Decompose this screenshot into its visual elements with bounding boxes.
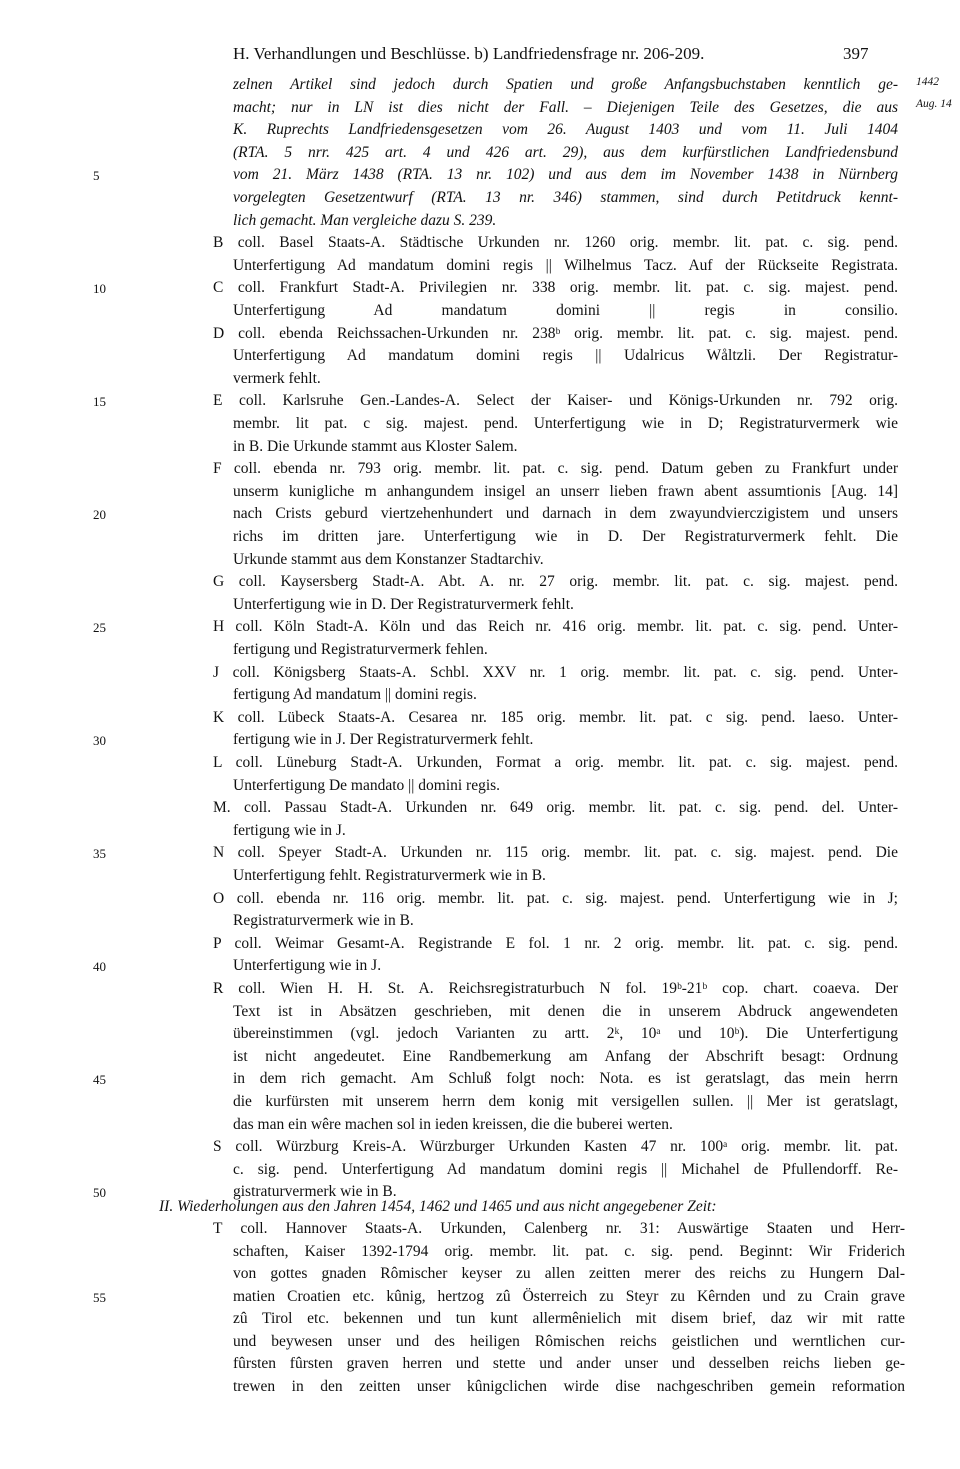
text-line: N coll. Speyer Stadt-A. Urkunden nr. 115 orig. membr. lit. pat. c. sig. majest. pend. Die <box>213 844 898 862</box>
text-line: fertigung und Registraturvermerk fehlen. <box>233 641 488 658</box>
text-line: K coll. Lübeck Staats-A. Cesarea nr. 185 orig. membr. lit. pat. c sig. pend. laeso. Unter- <box>213 708 898 726</box>
text-line: F coll. ebenda nr. 793 orig. membr. lit. pat. c. sig. pend. Datum geben zu Frankfurt under <box>213 460 898 478</box>
line-number: 15 <box>93 394 106 410</box>
text-line: fertigung wie in J. Der Registraturvermerk fehlt. <box>233 731 534 749</box>
text-line: Unterfertigung fehlt. Registraturvermerk wie in B. <box>233 867 546 884</box>
text-line: in dem rich gemacht. Am Schluß folgt noch: Nota. es ist geratslagt, das mein herrn <box>233 1070 898 1088</box>
text-line: P coll. Weimar Gesamt-A. Registrande E fol. 1 nr. 2 orig. membr. lit. pat. c. sig. pend. <box>213 934 898 952</box>
text-line: vom 21. März 1438 (RTA. 13 nr. 102) und aus dem im November 1438 in Nürnberg <box>233 166 898 184</box>
text-line: von gottes gnaden Rômischer keyser zu allen zeitten merer des reichs zu Hungern Dal- <box>233 1265 905 1283</box>
text-line: und beywesen unser und des heiligen Rômischen reichs geistlichen und werntlichen cur- <box>233 1332 905 1350</box>
text-line: gistraturvermerk wie in B. <box>233 1183 397 1201</box>
text-line: Unterfertigung Ad mandatum domini regis || Udalricus Wåltzli. Der Registratur- <box>233 347 898 365</box>
text-line: die kurfürsten mit unserem herrn dem konig mit versigellen sullen. || Mer ist geratslagt, <box>233 1093 898 1110</box>
text-line: M. coll. Passau Stadt-A. Urkunden nr. 649 orig. membr. lit. pat. c. sig. pend. del. Unter- <box>213 799 898 817</box>
line-number: 45 <box>93 1072 106 1088</box>
text-line: J coll. Königsberg Staats-A. Schbl. XXV nr. 1 orig. membr. lit. pat. c. sig. pend. Unter- <box>213 663 898 681</box>
text-line: Urkunde stammt aus dem Konstanzer Stadtarchiv. <box>233 550 544 568</box>
line-number: 20 <box>93 507 106 523</box>
text-line: G coll. Kaysersberg Stadt-A. Abt. A. nr. 27 orig. membr. lit. pat. c. sig. majest. pend. <box>213 573 898 591</box>
text-line: Unterfertigung wie in D. Der Registraturvermerk fehlt. <box>233 595 574 613</box>
text-line: B coll. Basel Staats-A. Städtische Urkunden nr. 1260 orig. membr. lit. pat. c. sig. pend. <box>213 234 898 252</box>
text-line: lich gemacht. Man vergleiche dazu S. 239. <box>233 211 497 229</box>
text-line: Unterfertigung Ad mandatum domini regis || Wilhelmus Tacz. Auf der Rückseite Registrata. <box>233 256 898 274</box>
text-line: trewen in den zeitten unser kûnigclichen wirde dise nachgeschriben gemein reformation <box>233 1377 905 1395</box>
text-line: T coll. Hannover Staats-A. Urkunden, Calenberg nr. 31: Auswärtige Staaten und Herr- <box>213 1220 905 1238</box>
text-line: matien Croatien etc. kûnig, hertzog zû Österreich zu Steyr zu Kêrnden und zu Crain grave <box>233 1287 905 1305</box>
text-line: schaften, Kaiser 1392-1794 orig. membr. lit. pat. c. sig. pend. Beginnt: Wir Friderich <box>233 1242 905 1260</box>
text-line: zû Tirol etc. bekennen und tun kunt allermênielich mit disem brief, daz wir mit ratte <box>233 1310 905 1328</box>
text-line: in B. Die Urkunde stammt aus Kloster Salem. <box>233 437 518 455</box>
text-line: Text ist in Absätzen geschrieben, mit denen die in unserem Abdruck angewendeten <box>233 1002 898 1020</box>
text-line: vorgelegten Gesetzentwurf (RTA. 13 nr. 346) stammen, sind durch Petitdruck kennt- <box>233 189 898 206</box>
page-number: 397 <box>843 44 869 63</box>
text-line: D coll. ebenda Reichssachen-Urkunden nr. 238ᵇ orig. membr. lit. pat. c. sig. majest. pend. <box>213 324 898 342</box>
text-line: macht; nur in LN ist dies nicht der Fall. – Diejenigen Teile des Gesetzes, die aus <box>233 98 898 116</box>
text-line: S coll. Würzburg Kreis-A. Würzburger Urkunden Kasten 47 nr. 100ᵃ orig. membr. lit. pat. <box>213 1138 898 1156</box>
text-line: Unterfertigung Ad mandatum domini || regis in consilio. <box>233 302 898 319</box>
line-number: 35 <box>93 846 106 862</box>
text-line: vermerk fehlt. <box>233 369 321 387</box>
text-line: übereinstimmen (vgl. jedoch Varianten zu artt. 2ᵏ, 10ᵃ und 10ᵇ). Die Unterfertigung <box>233 1025 898 1043</box>
text-line: Unterfertigung De mandato || domini regis. <box>233 776 501 794</box>
text-line: zelnen Artikel sind jedoch durch Spatien und große Anfangsbuchstaben kenntlich ge- <box>233 76 898 93</box>
text-line: fertigung wie in J. <box>233 821 346 839</box>
line-number: 25 <box>93 620 106 636</box>
text-line: K. Ruprechts Landfriedensgesetzen vom 26. August 1403 und vom 11. Juli 1404 <box>233 121 898 139</box>
line-number: 5 <box>93 168 100 184</box>
margin-date-note: 1442 <box>916 76 939 88</box>
text-line: fertigung Ad mandatum || domini regis. <box>233 686 477 704</box>
text-line: (RTA. 5 nrr. 425 art. 4 und 426 art. 29), aus dem kurfürstlichen Landfriedensbund <box>233 143 898 161</box>
line-number: 30 <box>93 733 106 749</box>
text-line: Registraturvermerk wie in B. <box>233 912 414 930</box>
margin-date-note: Aug. 14 <box>916 98 952 110</box>
text-line: O coll. ebenda nr. 116 orig. membr. lit. pat. c. sig. majest. pend. Unterfertigung wie in J; <box>213 889 898 907</box>
text-line: c. sig. pend. Unterfertigung Ad mandatum domini regis || Michahel de Pfullendorff. Re- <box>233 1160 898 1178</box>
text-line: L coll. Lüneburg Stadt-A. Urkunden, Format a orig. membr. lit. pat. c. sig. majest. pend. <box>213 754 898 771</box>
text-line: C coll. Frankfurt Stadt-A. Privilegien nr. 338 orig. membr. lit. pat. c. sig. majest. pend. <box>213 279 898 297</box>
text-line: unserm kunigliche m anhangundem insigel an unserr lieben frawn abent assumtionis [Aug. 14] <box>233 482 898 500</box>
line-number: 40 <box>93 959 106 975</box>
text-line: richs im dritten jare. Unterfertigung wie in D. Der Registraturvermerk fehlt. Die <box>233 528 898 545</box>
text-line: nach Crists geburd viertzehenhundert und darnach in dem zwayundvierczigistem und unsers <box>233 505 898 523</box>
text-line: fûrsten fûrsten graven herren und stette und ander unser und desselben reichs lieben ge- <box>233 1355 905 1373</box>
text-line: das man ein wêre machen sol in ieden kreissen, die die buberei werten. <box>233 1115 673 1133</box>
text-line: E coll. Karlsruhe Gen.-Landes-A. Select der Kaiser- und Königs-Urkunden nr. 792 orig. <box>213 392 898 410</box>
text-line: ist nicht angedeutet. Eine Randbemerkung am Anfang der Abschrift besagt: Ordnung <box>233 1047 898 1065</box>
running-header: H. Verhandlungen und Beschlüsse. b) Landfriedensfrage nr. 206-209. <box>233 44 705 63</box>
line-number: 50 <box>93 1185 106 1201</box>
line-number: 55 <box>93 1289 106 1305</box>
text-line: Unterfertigung wie in J. <box>233 957 382 975</box>
text-line: II. Wiederholungen aus den Jahren 1454, 1462 und 1465 und aus nicht angegebener Zeit: <box>159 1198 717 1215</box>
text-line: R coll. Wien H. H. St. A. Reichsregistraturbuch N fol. 19ᵇ-21ᵇ cop. chart. coaeva. Der <box>213 980 898 997</box>
text-line: membr. lit pat. c sig. majest. pend. Unterfertigung wie in D; Registraturvermerk wie <box>233 415 898 432</box>
line-number: 10 <box>93 281 106 297</box>
text-line: H coll. Köln Stadt-A. Köln und das Reich nr. 416 orig. membr. lit. pat. c. sig. pend. Unter- <box>213 618 898 636</box>
